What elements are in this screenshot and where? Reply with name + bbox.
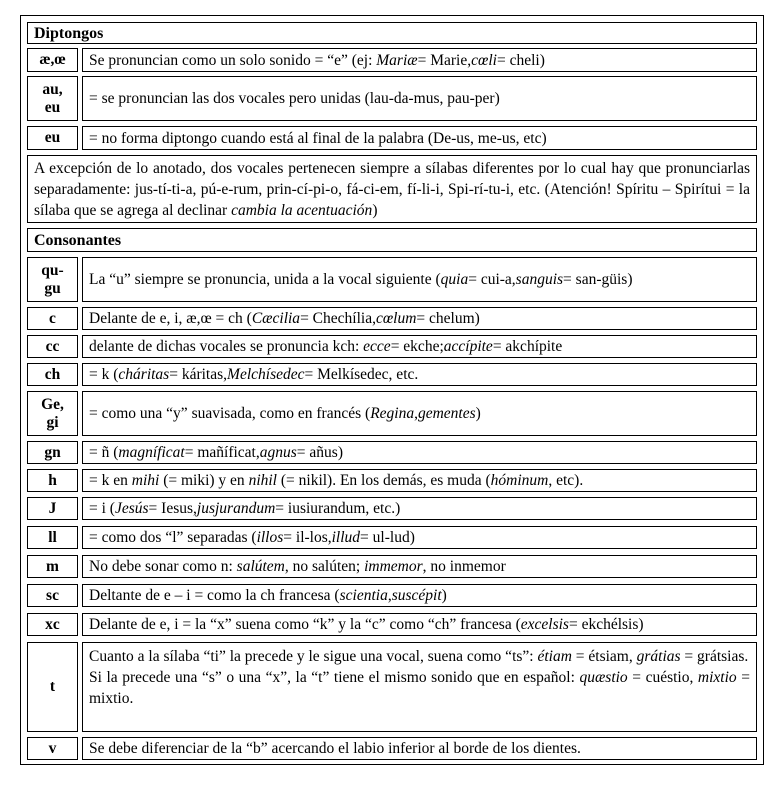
row-description bbox=[82, 48, 757, 72]
table-row bbox=[27, 584, 757, 607]
row-description: = no forma diptongo cuando está al final de la palabra (De-us, me-us, etc) bbox=[82, 126, 757, 150]
example-term: sanguis bbox=[515, 271, 564, 288]
row-key: eu bbox=[27, 126, 78, 150]
example-term: Regina bbox=[370, 405, 415, 422]
example-term: illos bbox=[256, 529, 284, 546]
key-line: gu bbox=[44, 279, 61, 297]
text: Delante de e, i, æ,œ = ch ( bbox=[89, 310, 252, 327]
row-key: J bbox=[27, 497, 78, 520]
example-term: grátias bbox=[636, 648, 681, 665]
example-term: hóminum bbox=[490, 472, 549, 489]
example-term: jusjurandum bbox=[196, 500, 276, 517]
key-line: au, bbox=[42, 80, 63, 98]
key-line: eu bbox=[44, 98, 61, 116]
row-description: = se pronuncian las dos vocales pero unidas (lau-da-mus, pau-per) bbox=[82, 76, 757, 121]
text: , no salúten; bbox=[284, 558, 361, 575]
example-term: quia bbox=[440, 271, 469, 288]
table-row bbox=[27, 497, 757, 520]
example-term: étiam bbox=[537, 648, 572, 665]
text: = Chechília, bbox=[300, 310, 376, 327]
table-row bbox=[27, 469, 757, 492]
example-term: suscépit bbox=[391, 587, 442, 604]
row-description bbox=[82, 555, 757, 578]
example-term: nihil bbox=[248, 472, 277, 489]
text: ) bbox=[372, 202, 378, 219]
note-row bbox=[27, 155, 757, 223]
row-description bbox=[82, 642, 757, 732]
text: = i ( bbox=[89, 500, 115, 517]
row-key: cc bbox=[27, 335, 78, 358]
text: (= miki) y en bbox=[163, 472, 245, 489]
row-key: h bbox=[27, 469, 78, 492]
text: , etc). bbox=[548, 472, 584, 489]
table-row bbox=[27, 737, 757, 760]
table-row bbox=[27, 335, 757, 358]
row-description bbox=[82, 363, 757, 386]
text: = Marie, bbox=[417, 51, 472, 69]
text: = ñ ( bbox=[89, 444, 119, 461]
table-row bbox=[27, 76, 757, 121]
key-line: qu- bbox=[41, 261, 64, 279]
example-term: Melchísedec bbox=[227, 366, 305, 383]
example-term: mixtio bbox=[697, 669, 737, 686]
example-term: mihi bbox=[131, 472, 160, 489]
table-row bbox=[27, 391, 757, 436]
example-term: Cæcilia bbox=[251, 310, 301, 327]
row-description bbox=[82, 257, 757, 302]
text: = k en bbox=[89, 472, 128, 489]
example-term: immemor bbox=[364, 558, 423, 575]
table-row bbox=[27, 257, 757, 302]
text: = Iesus, bbox=[148, 500, 197, 517]
text: Se pronuncian como un solo sonido = “e” (ej: bbox=[89, 51, 373, 69]
row-description bbox=[82, 441, 757, 464]
example-term: ecce bbox=[363, 338, 391, 355]
example-term: agnus bbox=[259, 444, 297, 461]
row-description bbox=[82, 307, 757, 330]
section-row-consonantes bbox=[27, 228, 757, 252]
text: Delante de e, i = la “x” suena como “k” y la “c” como “ch” francesa ( bbox=[89, 616, 521, 633]
text: = k ( bbox=[89, 366, 119, 383]
example-term: Jesús bbox=[114, 500, 149, 517]
text: No debe sonar como n: bbox=[89, 558, 233, 575]
section-title-diptongos: Diptongos bbox=[27, 22, 757, 44]
example-term: cœlum bbox=[375, 310, 417, 327]
table-row bbox=[27, 307, 757, 330]
text: = como dos “l” separadas ( bbox=[89, 529, 257, 546]
key-line: Ge, bbox=[41, 395, 64, 413]
table-row bbox=[27, 441, 757, 464]
example-term: magníficat bbox=[118, 444, 185, 461]
text: = san-güis) bbox=[563, 271, 633, 288]
key-line: gi bbox=[46, 413, 59, 431]
text: La “u” siempre se pronuncia, unida a la vocal siguiente ( bbox=[89, 271, 441, 288]
table-row bbox=[27, 613, 757, 636]
text: = akchípite bbox=[492, 338, 563, 355]
example-term: quæstio bbox=[579, 669, 628, 686]
table-row bbox=[27, 363, 757, 386]
row-description bbox=[82, 613, 757, 636]
example-term: scientia bbox=[339, 587, 388, 604]
example-term: cœli bbox=[471, 51, 497, 69]
example-term: accípite bbox=[443, 338, 493, 355]
example-term: salútem bbox=[236, 558, 285, 575]
text: Si la precede una “s” o una “x”, la “t” tiene el mismo sonido que en español: bbox=[89, 669, 580, 686]
row-description bbox=[82, 335, 757, 358]
row-key bbox=[27, 391, 78, 436]
text: A excepción de lo anotado, dos vocales pertenecen siempre a sílabas diferentes por lo cual hay que pronunciarlas separadamente: jus-tí-ti-a, pú-e-rum, prin-cí-pi-o, fá-ci-em, fí-li-i, Spi-rí-tu-i, etc. (Atención! Spíritu – Spirítui = la sílaba que se agrega al declinar bbox=[34, 160, 750, 219]
row-key: t bbox=[27, 642, 78, 732]
text: = ekchélsis) bbox=[568, 616, 644, 633]
table-row bbox=[27, 642, 757, 732]
text: = cui-a, bbox=[468, 271, 516, 288]
row-key: v bbox=[27, 737, 78, 760]
text: = káritas, bbox=[169, 366, 228, 383]
row-description bbox=[82, 391, 757, 436]
row-key: æ,œ bbox=[27, 48, 78, 72]
text: Cuanto a la sílaba “ti” la precede y le sigue una vocal, suena como “ts”: bbox=[89, 648, 538, 665]
row-key bbox=[27, 257, 78, 302]
section-title-consonantes: Consonantes bbox=[27, 228, 757, 252]
example-term: illud bbox=[331, 529, 361, 546]
example-term: excelsis bbox=[520, 616, 569, 633]
text: = mixtio. bbox=[89, 669, 750, 707]
text: = il-los, bbox=[283, 529, 332, 546]
text: = añus) bbox=[296, 444, 343, 461]
example-term: cháritas bbox=[118, 366, 170, 383]
pronunciation-table bbox=[20, 15, 764, 765]
text: = como una “y” suavisada, como en francés ( bbox=[89, 405, 371, 422]
example-term: Mariæ bbox=[376, 51, 418, 69]
diptongos-note bbox=[27, 155, 757, 223]
text: = chelum) bbox=[416, 310, 480, 327]
row-key: xc bbox=[27, 613, 78, 636]
text: = ul-lud) bbox=[360, 529, 415, 546]
text: , bbox=[414, 405, 418, 422]
row-key: gn bbox=[27, 441, 78, 464]
text: = Melkísedec, etc. bbox=[304, 366, 419, 383]
row-key: sc bbox=[27, 584, 78, 607]
row-key bbox=[27, 76, 78, 121]
text: = iusiurandum, etc.) bbox=[275, 500, 401, 517]
emphasis: cambia la acentuación bbox=[231, 202, 373, 219]
text: , no inmemor bbox=[422, 558, 506, 575]
row-key: ll bbox=[27, 526, 78, 549]
text: = étsiam, bbox=[571, 648, 637, 665]
text: = ekche; bbox=[390, 338, 444, 355]
text: (= nikil). En los demás, es muda ( bbox=[280, 472, 491, 489]
example-term: gementes bbox=[417, 405, 476, 422]
text: = grátsias. bbox=[680, 648, 749, 665]
section-row-diptongos bbox=[27, 22, 757, 44]
text: = cheli) bbox=[496, 51, 545, 69]
row-key: ch bbox=[27, 363, 78, 386]
text: Deltante de e – i = como la ch francesa ( bbox=[89, 587, 340, 604]
table-row bbox=[27, 48, 757, 72]
text: delante de dichas vocales se pronuncia kch: bbox=[89, 338, 360, 355]
text: ) bbox=[441, 587, 447, 604]
table-row bbox=[27, 126, 757, 150]
table-row bbox=[27, 526, 757, 549]
row-key: m bbox=[27, 555, 78, 578]
row-description bbox=[82, 526, 757, 549]
text: = cuéstio, bbox=[627, 669, 698, 686]
text: , bbox=[387, 587, 392, 604]
text: = mañíficat, bbox=[184, 444, 260, 461]
table-row bbox=[27, 555, 757, 578]
row-description: Se debe diferenciar de la “b” acercando el labio inferior al borde de los dientes. bbox=[82, 737, 757, 760]
row-key: c bbox=[27, 307, 78, 330]
row-description bbox=[82, 469, 757, 492]
row-description bbox=[82, 584, 757, 607]
text: ) bbox=[475, 405, 481, 422]
row-description bbox=[82, 497, 757, 520]
